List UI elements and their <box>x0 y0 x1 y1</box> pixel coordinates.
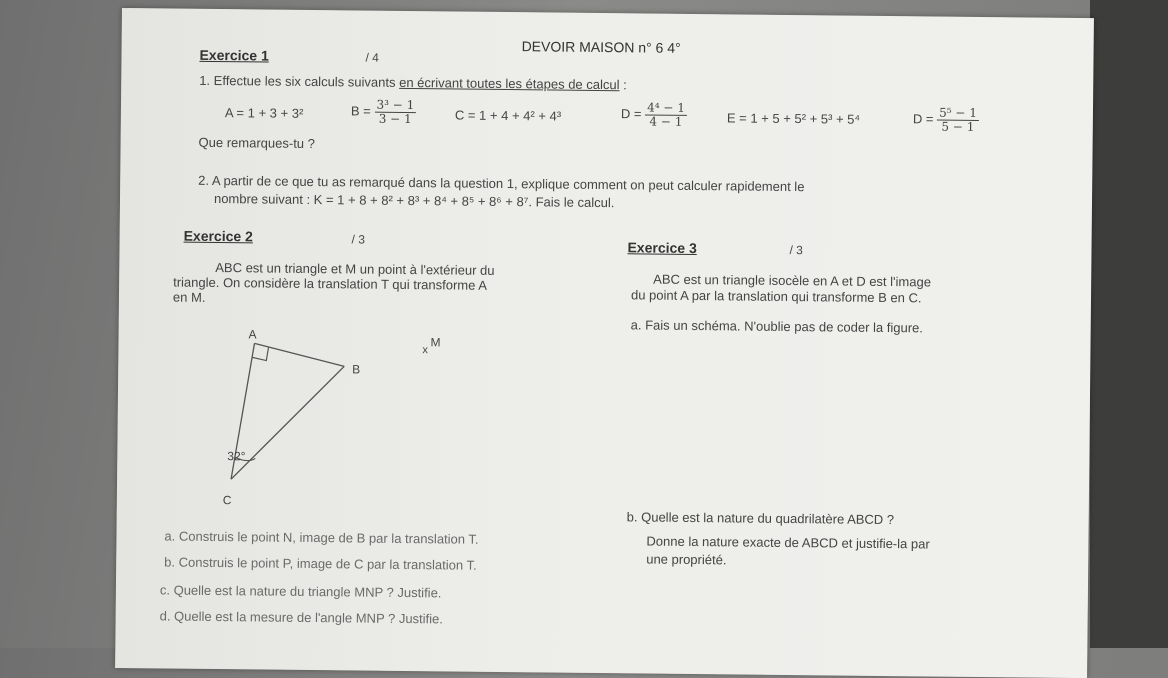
point-b-label: B <box>352 362 361 377</box>
exercise-3-heading: Exercice 3 <box>627 239 697 257</box>
exercise-2-text-line-3: en M. <box>172 289 206 305</box>
angle-label: 32° <box>227 449 246 464</box>
calc-e: E = 1 + 5 + 5² + 5³ + 5⁴ <box>726 110 861 127</box>
exercise-2-question-d: d. Quelle est la mesure de l'angle MNP ? Justifie. <box>159 608 444 627</box>
calc-b <box>351 98 417 126</box>
point-c-label: C <box>222 493 232 508</box>
exercise-2-score: / 3 <box>351 232 366 247</box>
triangle-figure <box>177 317 439 520</box>
calc-d-numerator: 4⁴ − 1 <box>645 101 687 115</box>
calc-b-label: B = <box>350 103 371 119</box>
page-title: DEVOIR MAISON n° 6 4° <box>521 38 681 56</box>
calc-c: C = 1 + 4 + 4² + 4³ <box>454 107 562 124</box>
exercise-3-question-b-line-3: une propriété. <box>646 551 727 568</box>
calc-b-fraction <box>374 99 416 126</box>
exercise-1-question-1 <box>199 73 627 92</box>
exercise-3-question-b: b. Quelle est la nature du quadrilatère ABCD ? <box>626 509 895 528</box>
calc-b-numerator: 3³ − 1 <box>374 99 416 113</box>
question-1-suffix: : <box>619 77 627 93</box>
exercise-1-score: / 4 <box>365 50 379 65</box>
exercise-1-question-2-line-1: 2. A partir de ce que tu as remarqué dans la question 1, explique comment on peut calculer rapidement le <box>198 172 805 195</box>
worksheet-page <box>115 8 1094 678</box>
point-a-label: A <box>248 327 257 342</box>
question-1-prefix: 1. Effectue les six calculs suivants <box>199 72 400 90</box>
exercise-2-text-line-1: ABC est un triangle et M un point à l'extérieur du <box>215 259 495 278</box>
point-m-cross: x <box>422 344 428 357</box>
exercise-2-question-c: c. Quelle est la nature du triangle MNP ? Justifie. <box>159 582 442 601</box>
exercise-3-question-b-line-2: Donne la nature exacte de ABCD et justifie-la par <box>646 533 930 552</box>
calc-d-denominator: 4 − 1 <box>649 114 683 129</box>
calc-d <box>621 101 687 129</box>
calc-f-fraction <box>937 107 979 134</box>
exercise-2-question-b: b. Construis le point P, image de C par la translation T. <box>164 554 477 573</box>
calc-f-numerator: 5⁵ − 1 <box>937 107 979 121</box>
remark-question: Que remarques-tu ? <box>198 134 316 152</box>
question-1-underlined: en écrivant toutes les étapes de calcul <box>399 74 620 93</box>
exercise-2-heading: Exercice 2 <box>183 227 253 245</box>
exercise-3-text-line-1: ABC est un triangle isocèle en A et D est l'image <box>653 271 932 290</box>
right-angle-mark <box>252 347 268 360</box>
exercise-2-question-a: a. Construis le point N, image de B par la translation T. <box>164 528 479 547</box>
exercise-1-question-2-line-2: nombre suivant : K = 1 + 8 + 8² + 8³ + 8⁴ + 8⁵ + 8⁶ + 8⁷. Fais le calcul. <box>213 190 615 211</box>
point-m-label: M <box>430 335 441 350</box>
calc-d-fraction <box>645 101 687 128</box>
calc-a: A = 1 + 3 + 3² <box>224 105 304 121</box>
background-edge <box>1090 0 1168 648</box>
calc-f-label: D = <box>912 111 934 127</box>
calc-f-denominator: 5 − 1 <box>941 119 975 134</box>
calc-d-label: D = <box>620 106 642 122</box>
calc-b-denominator: 3 − 1 <box>378 111 412 127</box>
exercise-3-score: / 3 <box>789 243 803 258</box>
exercise-1-heading: Exercice 1 <box>199 46 269 64</box>
exercise-3-question-a: a. Fais un schéma. N'oublie pas de coder la figure. <box>630 317 924 336</box>
exercise-3-text-line-2: du point A par la translation qui transforme B en C. <box>630 287 922 306</box>
calc-f <box>913 106 979 134</box>
exercise-2-text-line-2: triangle. On considère la translation T qui transforme A <box>173 274 488 293</box>
